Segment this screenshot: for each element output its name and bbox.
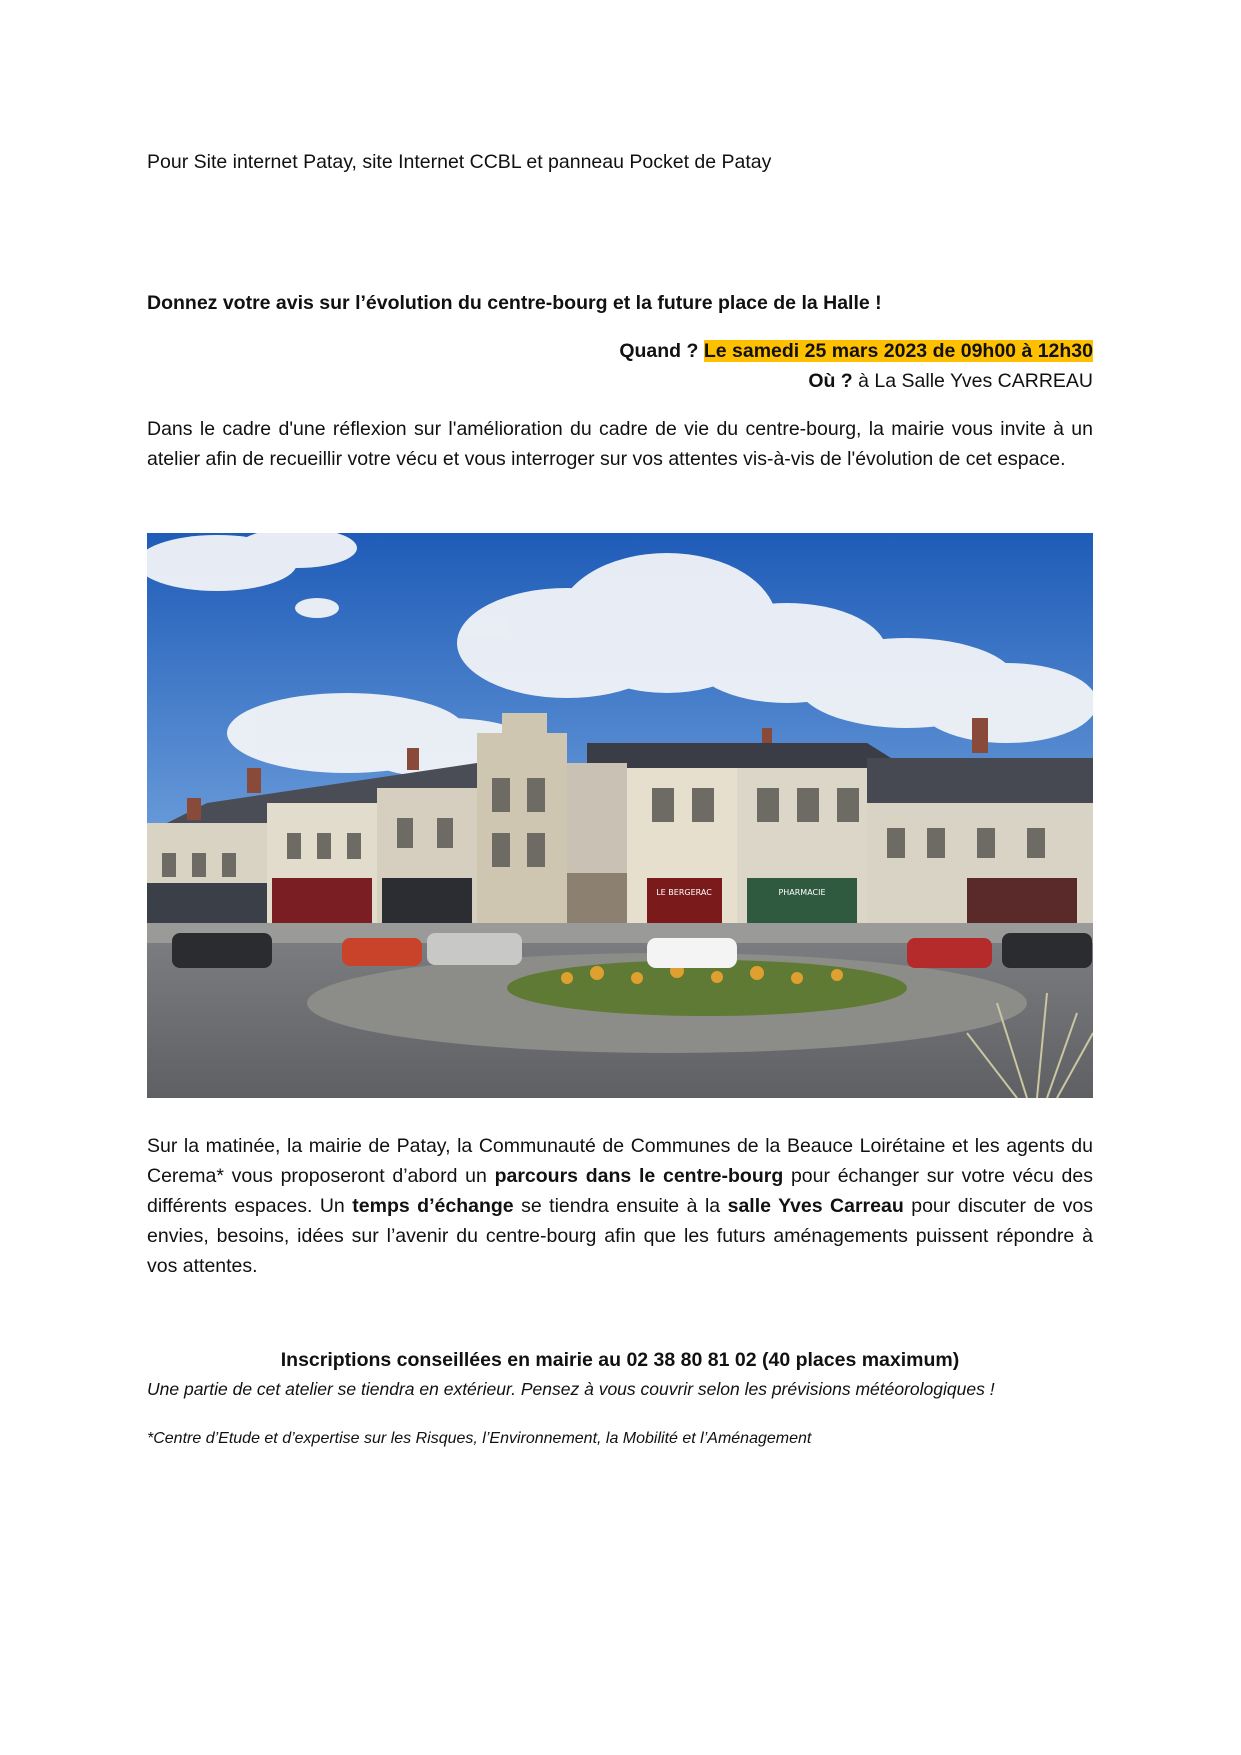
headline: Donnez votre avis sur l’évolution du centre-bourg et la future place de la Halle !	[147, 292, 882, 314]
body-bold-parcours: parcours dans le centre-bourg	[494, 1165, 784, 1187]
town-centre-photo	[147, 533, 1093, 1098]
body-paragraph	[147, 1131, 1093, 1281]
registration-line: Inscriptions conseillées en mairie au 02 38 80 81 02 (40 places maximum)	[280, 1349, 960, 1371]
body-text-1: Sur la matinée, la mairie de Patay, la Communauté de Communes de la Beauce Loirétaine et les agents du Cerema* vous proposeront d’abord un	[147, 1135, 1093, 1187]
body-bold-temps: temps d’échange	[352, 1195, 514, 1217]
footnote: *Centre d’Etude et d’expertise sur les Risques, l’Environnement, la Mobilité et l’Aménagement	[147, 1430, 812, 1447]
when-line	[147, 336, 1093, 366]
body-bold-salle: salle Yves Carreau	[727, 1195, 904, 1217]
when-label: Quand ?	[619, 340, 699, 362]
body-text-3: se tiendra ensuite à la	[513, 1195, 728, 1217]
where-label: Où ?	[808, 370, 853, 392]
body-text-4: pour discuter de vos envies, besoins, idées sur l’avenir du centre-bourg afin que les futurs aménagements puissent répondre à vos attentes.	[147, 1195, 1093, 1277]
intro-paragraph: Dans le cadre d'une réflexion sur l'amélioration du cadre de vie du centre-bourg, la mairie vous invite à un atelier afin de recueillir votre vécu et vous interroger sur vos attentes vis-à-vis de l'évolution de cet espace.	[147, 418, 1093, 470]
when-value: Le samedi 25 mars 2023 de 09h00 à 12h30	[703, 340, 1093, 362]
weather-note: Une partie de cet atelier se tiendra en extérieur. Pensez à vous couvrir selon les prévisions météorologiques !	[147, 1379, 995, 1399]
body-text-2: pour échanger sur votre vécu des différents espaces. Un	[147, 1165, 1093, 1217]
where-line	[147, 366, 1093, 396]
where-value: à La Salle Yves CARREAU	[858, 370, 1093, 392]
header-note: Pour Site internet Patay, site Internet CCBL et panneau Pocket de Patay	[147, 151, 772, 173]
sign-pharmacie: PHARMACIE	[778, 888, 826, 897]
sign-bergerac: LE BERGERAC	[656, 888, 712, 897]
